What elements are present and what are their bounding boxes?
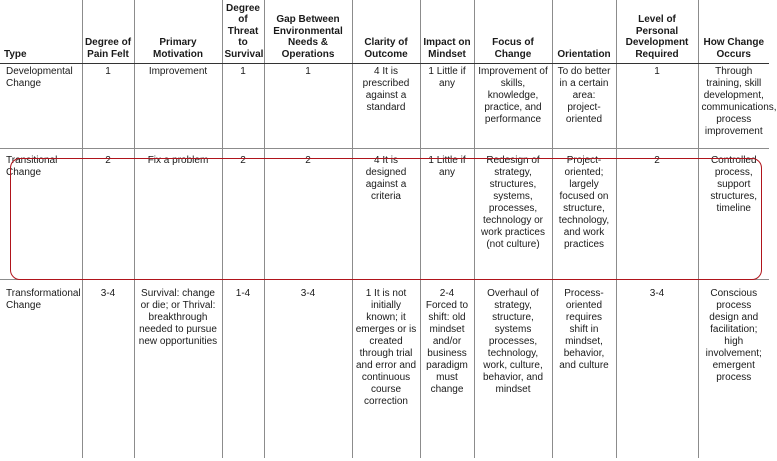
cell-mindset: 2-4 Forced to shift: old mindset and/or business paradigm must change: [420, 280, 474, 459]
cell-focus: Redesign of strategy, structures, systems, processes, technology or work practices (not culture): [474, 149, 552, 280]
cell-threat: 2: [222, 149, 264, 280]
cell-threat: 1-4: [222, 280, 264, 459]
cell-clarity: 4 It is prescribed against a standard: [352, 64, 420, 149]
header-threat: Degree of Threat to Survival: [222, 0, 264, 64]
cell-how: Through training, skill development, communications, process improvement: [698, 64, 769, 149]
cell-orientation: Project-oriented; largely focused on structure, technology, and work practices: [552, 149, 616, 280]
table-row: [0, 149, 769, 280]
header-orientation: Orientation: [552, 0, 616, 64]
header-type: Type: [0, 0, 82, 64]
cell-motivation: Survival: change or die; or Thrival: breakthrough needed to pursue new opportunities: [134, 280, 222, 459]
cell-type: Transitional Change: [0, 149, 82, 280]
header-motivation: Primary Motivation: [134, 0, 222, 64]
cell-how: Conscious process design and facilitation; high involvement; emergent process: [705, 288, 762, 383]
header-how: How Change Occurs: [698, 0, 769, 64]
cell-type: Transformational Change: [0, 280, 82, 459]
cell-pain: 1: [82, 64, 134, 149]
cell-clarity: 4 It is designed against a criteria: [352, 149, 420, 280]
cell-development: 3-4: [616, 280, 698, 459]
cell-focus: Overhaul of strategy, structure, systems processes, technology, work, culture, behavior, and mindset: [474, 280, 552, 459]
cell-gap: 2: [264, 149, 352, 280]
cell-type: Developmental Change: [0, 64, 82, 149]
header-row: [0, 0, 769, 64]
cell-motivation: Improvement: [134, 64, 222, 149]
cell-pain: 3-4: [82, 280, 134, 459]
cell-orientation: To do better in a certain area: project-oriented: [552, 64, 616, 149]
cell-development: 1: [616, 64, 698, 149]
table-row: [0, 280, 769, 459]
cell-mindset: 1 Little if any: [420, 149, 474, 280]
cell-clarity: 1 It is not initially known; it emerges or is created through trial and error and continuous course correction: [352, 280, 420, 459]
cell-motivation: Fix a problem: [134, 149, 222, 280]
header-development: Level of Personal Development Required: [616, 0, 698, 64]
header-pain: Degree of Pain Felt: [82, 0, 134, 64]
header-gap: Gap Between Environmental Needs & Operations: [264, 0, 352, 64]
cell-pain: 2: [82, 149, 134, 280]
cell-how: Controlled process, support structures, timeline: [698, 149, 769, 280]
header-focus: Focus of Change: [474, 0, 552, 64]
cell-orientation: Process-oriented requires shift in mindset, behavior, and culture: [552, 280, 616, 459]
cell-gap: 3-4: [264, 280, 352, 459]
cell-gap: 1: [264, 64, 352, 149]
cell-mindset: 1 Little if any: [420, 64, 474, 149]
header-mindset: Impact on Mindset: [420, 0, 474, 64]
table-row: [0, 64, 769, 149]
cell-threat: 1: [222, 64, 264, 149]
header-clarity: Clarity of Outcome: [352, 0, 420, 64]
cell-focus: Improvement of skills, knowledge, practice, and performance: [474, 64, 552, 149]
cell-development: 2: [616, 149, 698, 280]
